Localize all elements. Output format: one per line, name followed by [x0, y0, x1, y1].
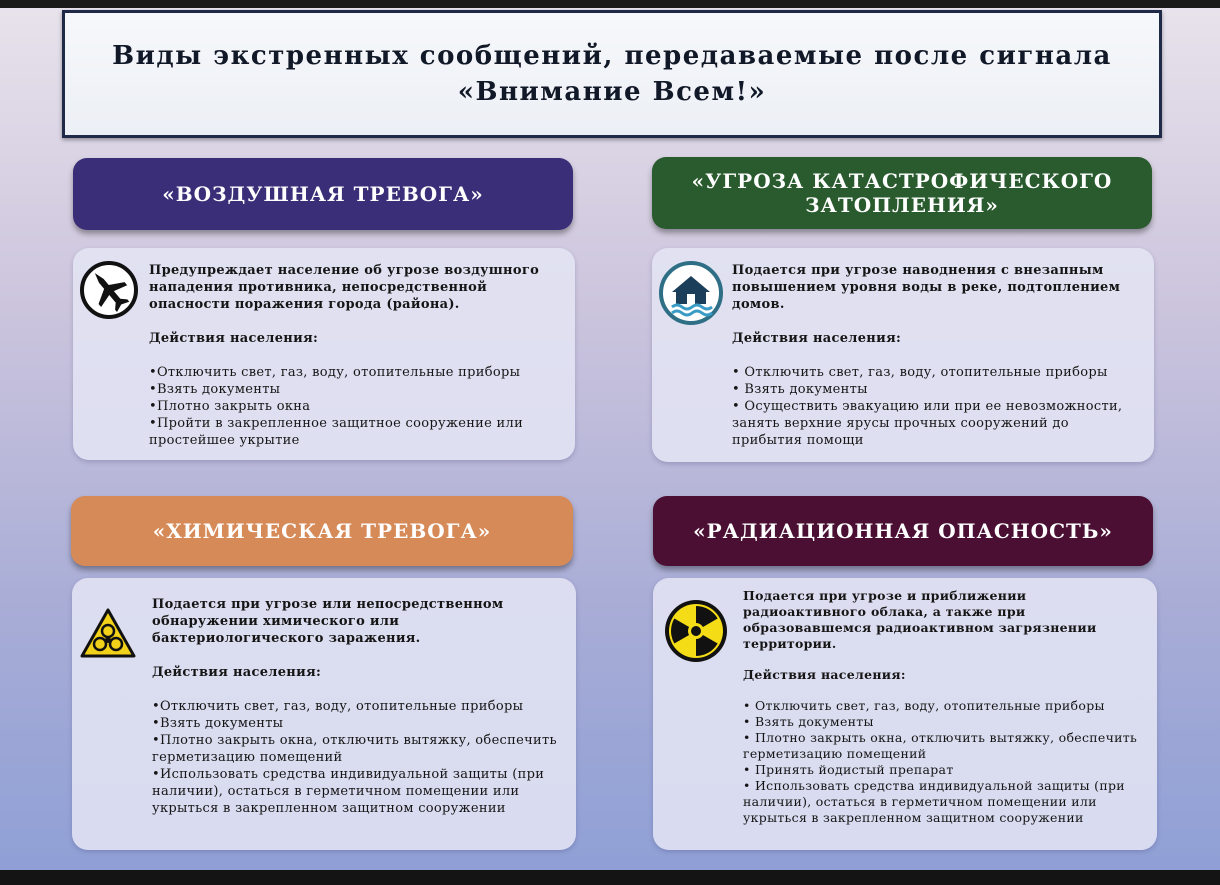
- list-item: • Осуществить эвакуацию или при ее невозможности, занять верхние ярусы прочных сооружений до прибытия помощи: [732, 399, 1123, 448]
- flood-card: [652, 248, 1154, 462]
- chemical-alarm-description: Подается при угрозе или непосредственном обнаружении химического или бактериологического заражения.: [152, 597, 504, 646]
- radiation-danger-actions-title: Действия населения:: [743, 667, 906, 682]
- list-item: •Взять документы: [149, 382, 281, 397]
- list-item: •Отключить свет, газ, воду, отопительные приборы: [149, 365, 521, 380]
- radiation-icon: [663, 598, 729, 664]
- flood-description: Подается при угрозе наводнения с внезапным повышением уровня воды в реке, подтоплением домов.: [732, 263, 1121, 312]
- biohazard-icon: [78, 606, 138, 660]
- air-raid-card: [73, 248, 575, 460]
- air-raid-header: «ВОЗДУШНАЯ ТРЕВОГА»: [73, 158, 573, 230]
- radiation-danger-description: Подается при угрозе и приближении радиоактивного облака, а также при образовавшемся радиоактивном загрязнении территории.: [743, 588, 1097, 651]
- radiation-danger-card: [653, 578, 1157, 850]
- page-title-line-1: Виды экстренных сообщений, передаваемые после сигнала: [112, 41, 1112, 71]
- list-item: •Взять документы: [152, 716, 284, 731]
- radiation-danger-actions-list: [743, 698, 1148, 826]
- list-item: •Пройти в закрепленное защитное сооружение или простейшее укрытие: [149, 416, 524, 448]
- list-item: • Плотно закрыть окна, отключить вытяжку, обеспечить герметизацию помещений: [743, 730, 1138, 761]
- list-item: • Использовать средства индивидуальной защиты (при наличии), остаться в герметичном помещении или укрыться в закрепленном защитном сооружении: [743, 778, 1125, 825]
- list-item: • Взять документы: [732, 382, 868, 397]
- air-raid-actions-title: Действия населения:: [149, 331, 319, 346]
- list-item: • Отключить свет, газ, воду, отопительные приборы: [743, 698, 1105, 713]
- flood-header: «УГРОЗА КАТАСТРОФИЧЕСКОГО ЗАТОПЛЕНИЯ»: [652, 157, 1152, 229]
- list-item: • Отключить свет, газ, воду, отопительные приборы: [732, 365, 1108, 380]
- chemical-alarm-card: [72, 578, 576, 850]
- list-item: • Взять документы: [743, 714, 874, 729]
- list-item: •Плотно закрыть окна, отключить вытяжку, обеспечить герметизацию помещений: [152, 733, 557, 765]
- flood-actions-list: [732, 364, 1142, 449]
- list-item: •Использовать средства индивидуальной защиты (при наличии), остаться в герметичном помещении или укрыться в закрепленном защитном сооружении: [152, 767, 545, 816]
- air-raid-description: Предупреждает население об угрозе воздушного нападения противника, непосредственной опасности поражения города (района).: [149, 263, 540, 312]
- bottom-frame-bar: [0, 870, 1220, 885]
- fighter-jet-icon: [79, 260, 139, 320]
- page-title-box: [62, 10, 1162, 138]
- page-title-line-2: «Внимание Всем!»: [457, 77, 767, 107]
- list-item: •Отключить свет, газ, воду, отопительные приборы: [152, 699, 524, 714]
- flood-actions-title: Действия населения:: [732, 331, 902, 346]
- list-item: •Плотно закрыть окна: [149, 399, 311, 414]
- chemical-alarm-actions-list: [152, 698, 567, 817]
- chemical-alarm-actions-title: Действия населения:: [152, 665, 322, 680]
- chemical-alarm-header: «ХИМИЧЕСКАЯ ТРЕВОГА»: [71, 496, 573, 566]
- top-frame-bar: [0, 0, 1220, 8]
- air-raid-actions-list: [149, 364, 564, 449]
- list-item: • Принять йодистый препарат: [743, 762, 954, 777]
- radiation-danger-header: «РАДИАЦИОННАЯ ОПАСНОСТЬ»: [653, 496, 1153, 566]
- flooded-house-icon: [658, 260, 724, 326]
